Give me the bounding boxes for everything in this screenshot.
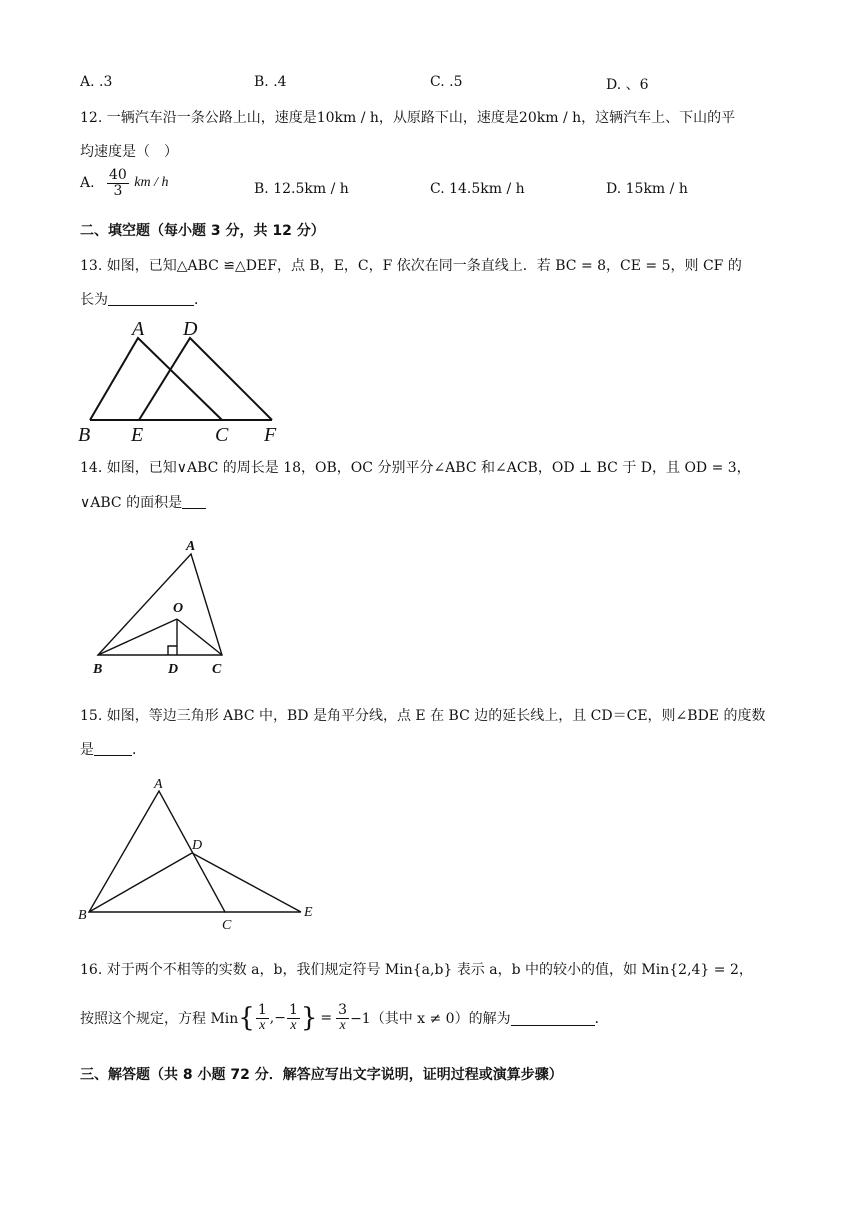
q15-line2-suffix: ．	[132, 742, 146, 758]
answer-blank	[182, 494, 206, 509]
q12-option-d: D. 15km / h	[606, 181, 688, 197]
q12-option-a-unit: km / h	[134, 175, 169, 191]
q15-line1: 15. 如图，等边三角形 ABC 中，BD 是角平分线，点 E 在 BC 边的延长线上，且 CD＝CE，则∠BDE 的度数	[80, 708, 766, 724]
answer-blank	[108, 291, 194, 306]
fraction-numerator: 1	[288, 1002, 298, 1018]
q14-line2-prefix: ∨ABC 的面积是	[80, 495, 183, 511]
label-e: E	[304, 905, 313, 920]
triangle-def	[139, 338, 272, 420]
label-a: A	[154, 777, 163, 792]
q12-option-a-prefix: A.	[80, 175, 95, 192]
section-2-title: 二、填空题（每小题 3 分，共 12 分）	[80, 223, 325, 239]
segment-oc	[177, 619, 222, 655]
q16-fraction-3	[336, 1003, 349, 1033]
label-d: D	[168, 662, 179, 677]
q13-line2	[80, 289, 208, 309]
q16-separator: ,−	[269, 1010, 286, 1027]
label-d: D	[192, 838, 203, 853]
q13-line2-suffix: ．	[194, 292, 208, 308]
label-o: O	[173, 601, 184, 616]
q12-line1: 12. 一辆汽车沿一条公路上山，速度是10km / h，从原路下山，速度是20km / h，这辆汽车上、下山的平	[80, 110, 736, 126]
q12-option-c: C. 14.5km / h	[430, 181, 525, 197]
label-c: C	[212, 662, 222, 677]
label-b: B	[78, 908, 87, 923]
q12-option-b: B. 12.5km / h	[254, 181, 349, 197]
q16-line2	[80, 1003, 609, 1033]
label-e: E	[131, 424, 144, 446]
fraction-numerator: 1	[257, 1002, 267, 1018]
label-b: B	[78, 424, 91, 446]
q15-figure	[75, 775, 325, 935]
q14-line1: 14. 如图，已知∨ABC 的周长是 18，OB，OC 分别平分∠ABC 和∠ACB，OD ⊥ BC 于 D，且 OD = 3，	[80, 460, 751, 476]
label-a: A	[132, 318, 145, 340]
q11-option-a: A. .3	[80, 74, 113, 90]
q15-line2-prefix: 是	[80, 742, 94, 758]
right-angle-mark	[168, 646, 177, 655]
q11-option-d: D. 、6	[606, 77, 649, 93]
q16-line2-suffix: ．	[594, 1011, 609, 1028]
fraction-numerator: 40	[109, 167, 127, 183]
label-f: F	[264, 424, 277, 446]
label-d: D	[183, 318, 198, 340]
triangle-abc	[89, 791, 225, 912]
q16-line2-prefix: 按照这个规定，方程 Min	[80, 1011, 239, 1028]
q11-option-b: B. .4	[254, 74, 287, 90]
label-c: C	[222, 918, 232, 933]
q11-option-c: C. .5	[430, 74, 463, 90]
q13-line2-prefix: 长为	[80, 292, 108, 308]
q12-option-a	[80, 168, 169, 198]
q13-figure	[75, 315, 305, 445]
segment-bd	[89, 853, 192, 912]
answer-blank	[511, 1011, 595, 1026]
fraction-denominator: x	[339, 1017, 346, 1033]
answer-blank	[94, 741, 132, 756]
fraction-denominator: x	[259, 1017, 266, 1033]
q16-rhs-tail: −1（其中 x ≠ 0）的解为	[350, 1011, 511, 1028]
q14-line2	[80, 492, 206, 512]
segment-ob	[98, 619, 177, 655]
label-b: B	[93, 662, 103, 677]
q14-figure	[88, 533, 238, 678]
q12-option-a-fraction	[107, 168, 129, 198]
q12-line2: 均速度是（ ）	[80, 144, 178, 160]
q13-line1: 13. 如图，已知△ABC ≌△DEF，点 B，E，C，F 依次在同一条直线上．若 BC = 8，CE = 5，则 CF 的	[80, 258, 742, 274]
left-brace: {	[238, 1003, 255, 1034]
fraction-denominator: x	[290, 1017, 297, 1033]
section-3-title: 三、解答题（共 8 小题 72 分．解答应写出文字说明，证明过程或演算步骤）	[80, 1067, 563, 1083]
fraction-denominator: 3	[113, 182, 123, 199]
q16-line1: 16. 对于两个不相等的实数 a，b，我们规定符号 Min{a,b} 表示 a，b 中的较小的值，如 Min{2,4} = 2，	[80, 962, 753, 978]
q16-fraction-1	[256, 1003, 269, 1033]
label-a: A	[186, 539, 196, 554]
q15-line2	[80, 739, 146, 759]
fraction-numerator: 3	[338, 1002, 348, 1018]
right-brace: }	[300, 1003, 318, 1034]
q16-fraction-2	[287, 1003, 300, 1033]
q16-equals: =	[320, 1010, 333, 1027]
label-c: C	[215, 424, 229, 446]
